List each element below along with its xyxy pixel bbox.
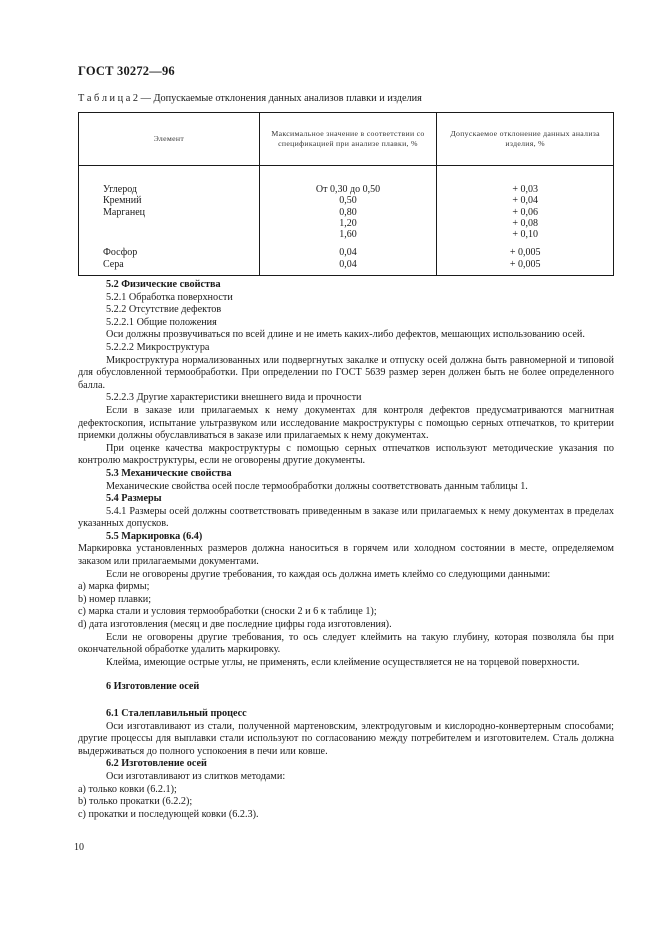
element-name: Углерод	[103, 184, 138, 195]
list-item: b) номер плавки;	[78, 593, 152, 605]
body-text	[78, 279, 614, 821]
section-heading: 5.4 Размеры	[106, 493, 162, 505]
table-caption: Т а б л и ц а 2 — Допускаемые отклонения данных анализов плавки и изделия	[78, 93, 422, 104]
list-item: с) прокатки и последующей ковки (6.2.3).	[78, 808, 259, 820]
subsection-heading: 5.2.2 Отсутствие дефектов	[106, 304, 222, 316]
section-heading: 5.5 Маркировка (6.4)	[106, 530, 203, 542]
section-heading: 5.3 Механические свойства	[106, 467, 232, 479]
deviation-table	[78, 112, 614, 276]
list-item: с) марка стали и условия термообработки (сноски 2 и 6 к таблице 1);	[78, 606, 377, 618]
section-heading: 6.2 Изготовление осей	[106, 758, 207, 770]
list-item: а) марка фирмы;	[78, 581, 150, 593]
max-value: 0,80	[339, 206, 357, 218]
list-item: b) только прокатки (6.2.2);	[78, 796, 193, 808]
document-code: ГОСТ 30272—96	[78, 64, 175, 78]
deviation-value: + 0,005	[509, 247, 541, 259]
element-name: Фосфор	[103, 247, 138, 259]
paragraph: При оценке качества макроструктуры с помощью серных отпечатков используют методические указания по контролю макроструктуры, если не оговорены другие документы.	[78, 442, 614, 467]
element-name	[103, 229, 259, 240]
page-number: 10	[74, 842, 84, 853]
deviation-value: + 0,03	[512, 184, 538, 195]
deviation-value: + 0,005	[509, 258, 541, 270]
table-header-row	[79, 113, 614, 166]
paragraph: Оси изготавливают из стали, полученной мартеновским, электродуговым и кислородно-конвертерным способами; другие процессы для выплавки стали используют по согласованию между потребителем и изготовителем. Сталь должна выдерживаться до полного успокоения в печи или ковше.	[78, 720, 614, 757]
max-value-cell	[259, 166, 437, 241]
column-header-max-value: Максимальное значение в соответствии со спецификацией при анализе плавки, %	[259, 113, 437, 166]
paragraph: Оси должны прозвучиваться по всей длине и не иметь каких-либо дефектов, мешающих использованию осей.	[106, 329, 585, 341]
element-name: Марганец	[103, 206, 146, 218]
deviation-value: + 0,04	[512, 195, 538, 207]
max-value: 0,50	[339, 195, 357, 207]
max-value: 0,04	[339, 258, 357, 270]
element-name: Кремний	[103, 195, 142, 207]
subsection-heading: 5.2.2.3 Другие характеристики внешнего вида и прочности	[106, 392, 362, 404]
list-item: d) дата изготовления (месяц и две последние цифры года изготовления).	[78, 619, 392, 631]
deviation-value: + 0,10	[512, 229, 538, 241]
subsection-heading: 5.2.1 Обработка поверхности	[106, 291, 233, 303]
column-header-element: Элемент	[79, 113, 260, 166]
table-row	[79, 166, 614, 241]
paragraph: Если в заказе или прилагаемых к нему документах для контроля дефектов предусматриваются магнитная дефектоскопия, испытание ультразвуком или исследование макроструктуры с помощью серных отпечатков, то критерии приемки должны обуславливаться в заказе или прилагаемых к нему документах.	[78, 404, 614, 442]
element-name	[103, 218, 259, 229]
paragraph: Микроструктура нормализованных или подвергнутых закалке и отпуску осей должна быть равномерной и типовой для обусловленной термообработки. При определении по ГОСТ 5639 размер зерен должен быть не более определенного балла.	[78, 354, 614, 391]
deviation-cell	[437, 240, 614, 275]
subsection-heading: 5.2.2.2 Микроструктура	[106, 341, 210, 353]
column-header-deviation: Допускаемое отклонение данных анализа изделия, %	[437, 113, 614, 166]
deviation-value: + 0,08	[512, 217, 538, 229]
paragraph: Механические свойства осей после термообработки должны соответствовать данным таблицы 1.	[106, 480, 528, 492]
element-name: Сера	[103, 258, 124, 270]
chapter-heading: 6 Изготовление осей	[106, 681, 200, 693]
max-value-cell	[259, 240, 437, 275]
max-value: 0,04	[339, 247, 357, 259]
max-value: 1,60	[339, 229, 357, 241]
element-cell	[79, 240, 260, 275]
paragraph: 5.4.1 Размеры осей должны соответствовать приведенным в заказе или прилагаемых к нему документах в пределах указанных допусков.	[78, 505, 614, 530]
paragraph: Клейма, имеющие острые углы, не применять, если клеймение осуществляется не на торцевой поверхности.	[106, 656, 580, 668]
table-row	[79, 240, 614, 275]
section-heading: 5.2 Физические свойства	[106, 279, 221, 290]
subsection-heading: 5.2.2.1 Общие положения	[106, 316, 217, 328]
list-item: а) только ковки (6.2.1);	[78, 783, 177, 795]
element-cell	[79, 166, 260, 241]
max-value: От 0,30 до 0,50	[315, 184, 381, 195]
paragraph: Если не оговорены другие требования, то ось следует клеймить на такую глубину, которая позволяла бы при окончательной обработке удалить маркировку.	[78, 631, 614, 656]
section-heading: 6.1 Сталеплавильный процесс	[106, 708, 247, 719]
max-value: 1,20	[339, 217, 357, 229]
deviation-cell	[437, 166, 614, 241]
paragraph: Если не оговорены другие требования, то каждая ось должна иметь клеймо со следующими данными:	[106, 568, 551, 580]
paragraph: Маркировка установленных размеров должна наноситься в горячем или холодном состоянии в месте, определяемом заказом или прилагаемыми документами.	[78, 543, 614, 568]
paragraph: Оси изготавливают из слитков методами:	[106, 770, 286, 782]
deviation-value: + 0,06	[512, 206, 538, 218]
